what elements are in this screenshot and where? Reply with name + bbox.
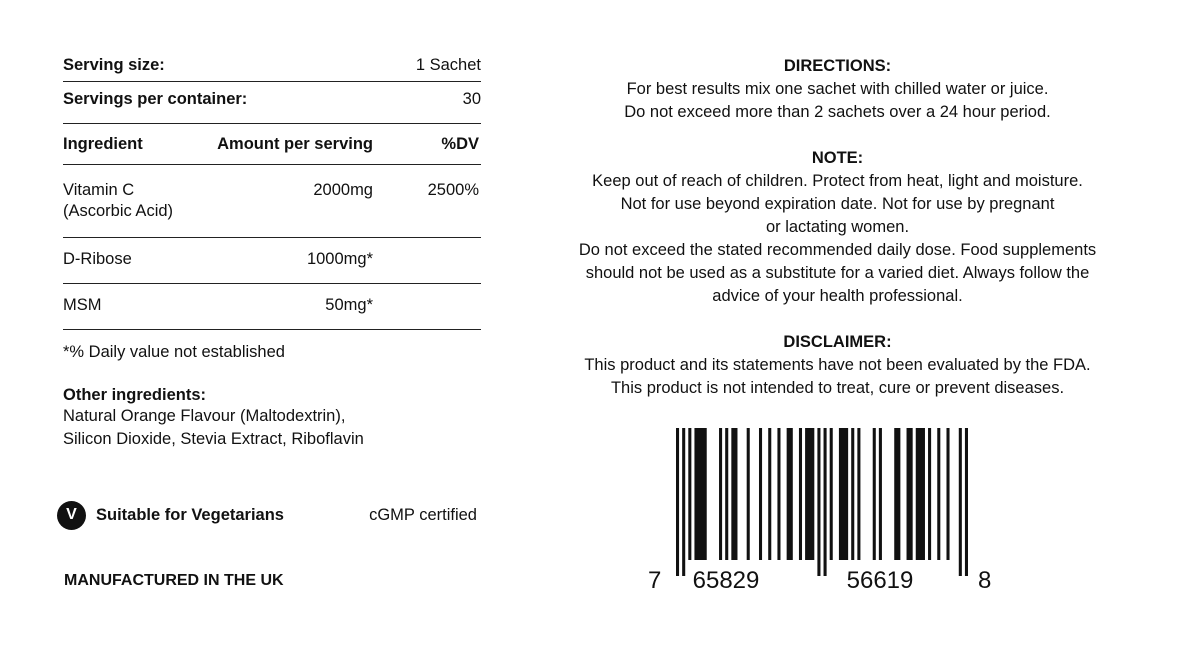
note-line: Not for use beyond expiration date. Not for use by pregnant (620, 195, 1055, 213)
barcode (640, 428, 1000, 598)
ingredient-dv: 2500% (427, 181, 479, 199)
label-text (535, 55, 1140, 400)
barcode-bar (768, 428, 771, 560)
barcode-bar (747, 428, 750, 560)
ingredient-name-line: (Ascorbic Acid) (63, 202, 174, 220)
barcode-bar (857, 428, 860, 560)
note-line: Keep out of reach of children. Protect from heat, light and moisture. (592, 172, 1083, 190)
header-ingredient: Ingredient (63, 135, 143, 153)
barcode-bar (777, 428, 780, 560)
directions-title: DIRECTIONS: (783, 57, 892, 75)
vegetarian-v-icon: V (57, 501, 86, 530)
barcode-bar (805, 428, 814, 560)
barcode-bar (688, 428, 691, 560)
ingredient-amount: 1000mg* (306, 250, 373, 268)
table-header (63, 124, 481, 165)
barcode-bar (965, 428, 968, 576)
note-title: NOTE: (811, 149, 864, 167)
barcode-bar (719, 428, 722, 560)
cgmp-label: cGMP certified (369, 505, 477, 524)
barcode-bar (682, 428, 685, 576)
barcode-bar (851, 428, 854, 560)
barcode-right-group: 56619 (846, 567, 914, 594)
barcode-bar (879, 428, 882, 560)
serving-size-row (63, 52, 481, 82)
note-line: advice of your health professional. (712, 287, 963, 305)
ingredient-amount: 2000mg (313, 181, 373, 199)
barcode-bar (894, 428, 900, 560)
barcode-bar (824, 428, 827, 576)
barcode-bar (731, 428, 737, 560)
barcode-bar (907, 428, 913, 560)
barcode-bar (946, 428, 949, 560)
table-row (63, 165, 481, 238)
directions-line: Do not exceed more than 2 sachets over a 24 hour period. (624, 103, 1051, 121)
other-ingredients-line: Silicon Dioxide, Stevia Extract, Riboflavin (63, 430, 364, 448)
barcode-bars (676, 428, 968, 576)
ingredient-name: MSM (63, 296, 102, 314)
servings-per-container-row (63, 82, 481, 124)
serving-size-label: Serving size: (63, 56, 165, 74)
header-amount: Amount per serving (217, 135, 373, 153)
ingredient-name (63, 181, 193, 223)
barcode-check-digit: 8 (978, 567, 992, 594)
barcode-bar (694, 428, 706, 560)
supplement-facts (63, 52, 481, 451)
servings-value: 30 (462, 90, 481, 108)
barcode-bar (937, 428, 940, 560)
barcode-bar (787, 428, 793, 560)
header-dv: %DV (441, 135, 479, 153)
servings-label: Servings per container: (63, 90, 248, 108)
other-ingredients-line: Natural Orange Flavour (Maltodextrin), (63, 407, 346, 425)
manufactured-in-uk: MANUFACTURED IN THE UK (64, 572, 284, 589)
ingredient-name-line: Vitamin C (63, 181, 135, 199)
barcode-bar (916, 428, 925, 560)
vegetarian-label: Suitable for Vegetarians (96, 505, 284, 524)
table-row (63, 238, 481, 284)
certifications (57, 500, 481, 530)
barcode-bar (725, 428, 728, 560)
ingredient-amount: 50mg* (325, 296, 373, 314)
barcode-bar (959, 428, 962, 576)
barcode-bar (873, 428, 876, 560)
dv-footnote: *% Daily value not established (63, 343, 285, 361)
ingredient-name: D-Ribose (63, 250, 132, 268)
barcode-bar (759, 428, 762, 560)
disclaimer-title: DISCLAIMER: (783, 333, 892, 351)
barcode-bar (676, 428, 679, 576)
note-line: should not be used as a substitute for a varied diet. Always follow the (585, 264, 1090, 282)
other-ingredients-title: Other ingredients: (63, 386, 207, 404)
barcode-bar (817, 428, 820, 576)
barcode-first-digit: 7 (648, 567, 662, 594)
directions-line: For best results mix one sachet with chilled water or juice. (626, 80, 1049, 98)
disclaimer-line: This product is not intended to treat, cure or prevent diseases. (610, 379, 1065, 397)
note-line: Do not exceed the stated recommended daily dose. Food supplements (578, 241, 1097, 259)
disclaimer-line: This product and its statements have not been evaluated by the FDA. (584, 356, 1091, 374)
table-row (63, 284, 481, 330)
barcode-left-group: 65829 (692, 567, 760, 594)
other-ingredients-text (63, 405, 481, 451)
barcode-bar (830, 428, 833, 560)
barcode-bar (928, 428, 931, 560)
note-line: or lactating women. (765, 218, 910, 236)
barcode-bar (799, 428, 802, 560)
serving-size-value: 1 Sachet (415, 56, 481, 74)
barcode-bar (839, 428, 848, 560)
